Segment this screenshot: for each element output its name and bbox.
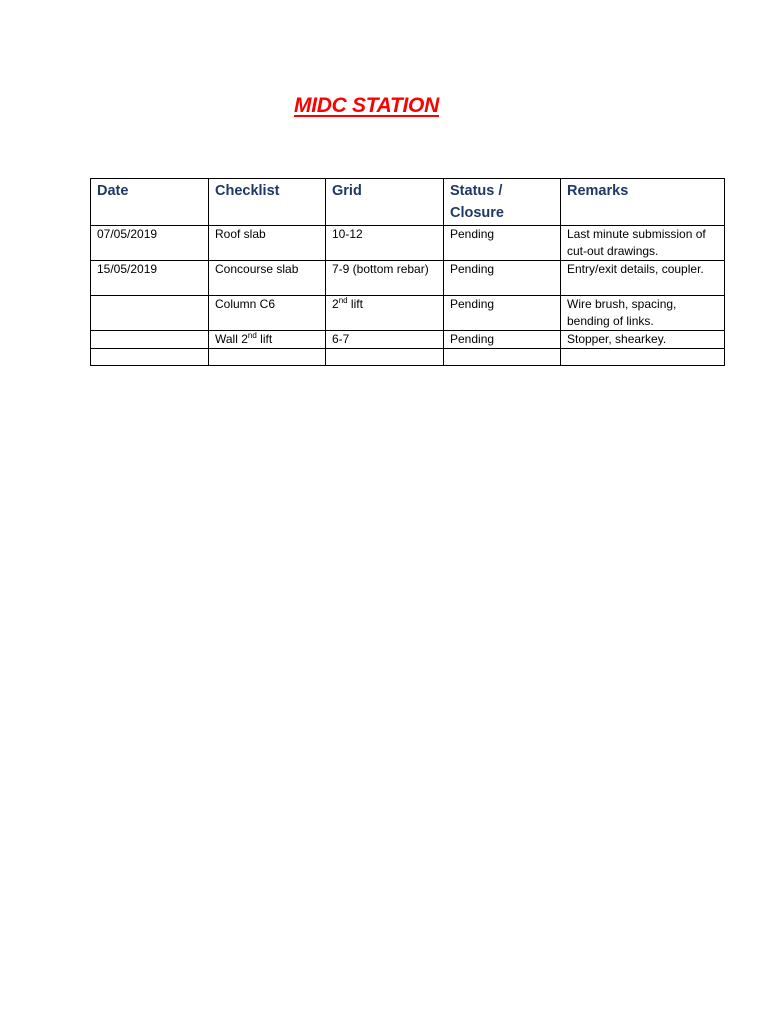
- cell-status: Pending: [444, 331, 561, 349]
- header-status: Status / Closure: [444, 179, 561, 226]
- header-checklist: Checklist: [209, 179, 326, 226]
- cell-date: 07/05/2019: [91, 226, 209, 261]
- cell-grid: 7-9 (bottom rebar): [326, 261, 444, 296]
- cell-date: [91, 296, 209, 331]
- header-remarks: Remarks: [561, 179, 725, 226]
- cell-status: Pending: [444, 296, 561, 331]
- table-header-row: [91, 179, 725, 226]
- cell-remarks: Wire brush, spacing, bending of links.: [561, 296, 725, 331]
- cell-checklist: Concourse slab: [209, 261, 326, 296]
- grid-ordinal-suffix: nd: [338, 296, 348, 305]
- cell-checklist: Roof slab: [209, 226, 326, 261]
- cell-date: [91, 349, 209, 366]
- cell-checklist: [209, 349, 326, 366]
- cell-status: [444, 349, 561, 366]
- cell-grid: [326, 296, 444, 331]
- cell-grid: 6-7: [326, 331, 444, 349]
- header-date: Date: [91, 179, 209, 226]
- cell-remarks: Last minute submission of cut-out drawings.: [561, 226, 725, 261]
- cell-remarks: Entry/exit details, coupler.: [561, 261, 725, 296]
- cell-grid: [326, 349, 444, 366]
- cell-checklist: [209, 331, 326, 349]
- table-row: [91, 226, 725, 261]
- header-grid: Grid: [326, 179, 444, 226]
- cell-checklist: Column C6: [209, 296, 326, 331]
- table-row: [91, 261, 725, 296]
- cell-status: Pending: [444, 261, 561, 296]
- cell-date: 15/05/2019: [91, 261, 209, 296]
- cell-status: Pending: [444, 226, 561, 261]
- cell-remarks: Stopper, shearkey.: [561, 331, 725, 349]
- table-row: [91, 296, 725, 331]
- checklist-suffix: lift: [256, 332, 273, 346]
- table-row: [91, 331, 725, 349]
- checklist-table: [90, 178, 725, 366]
- table-row: [91, 349, 725, 366]
- checklist-ordinal-suffix: nd: [247, 331, 257, 340]
- grid-number: 2: [332, 297, 339, 311]
- page-title: MIDC STATION: [294, 94, 439, 117]
- cell-remarks: [561, 349, 725, 366]
- grid-suffix: lift: [347, 297, 363, 311]
- cell-date: [91, 331, 209, 349]
- checklist-prefix: Wall 2: [215, 332, 248, 346]
- cell-grid: 10-12: [326, 226, 444, 261]
